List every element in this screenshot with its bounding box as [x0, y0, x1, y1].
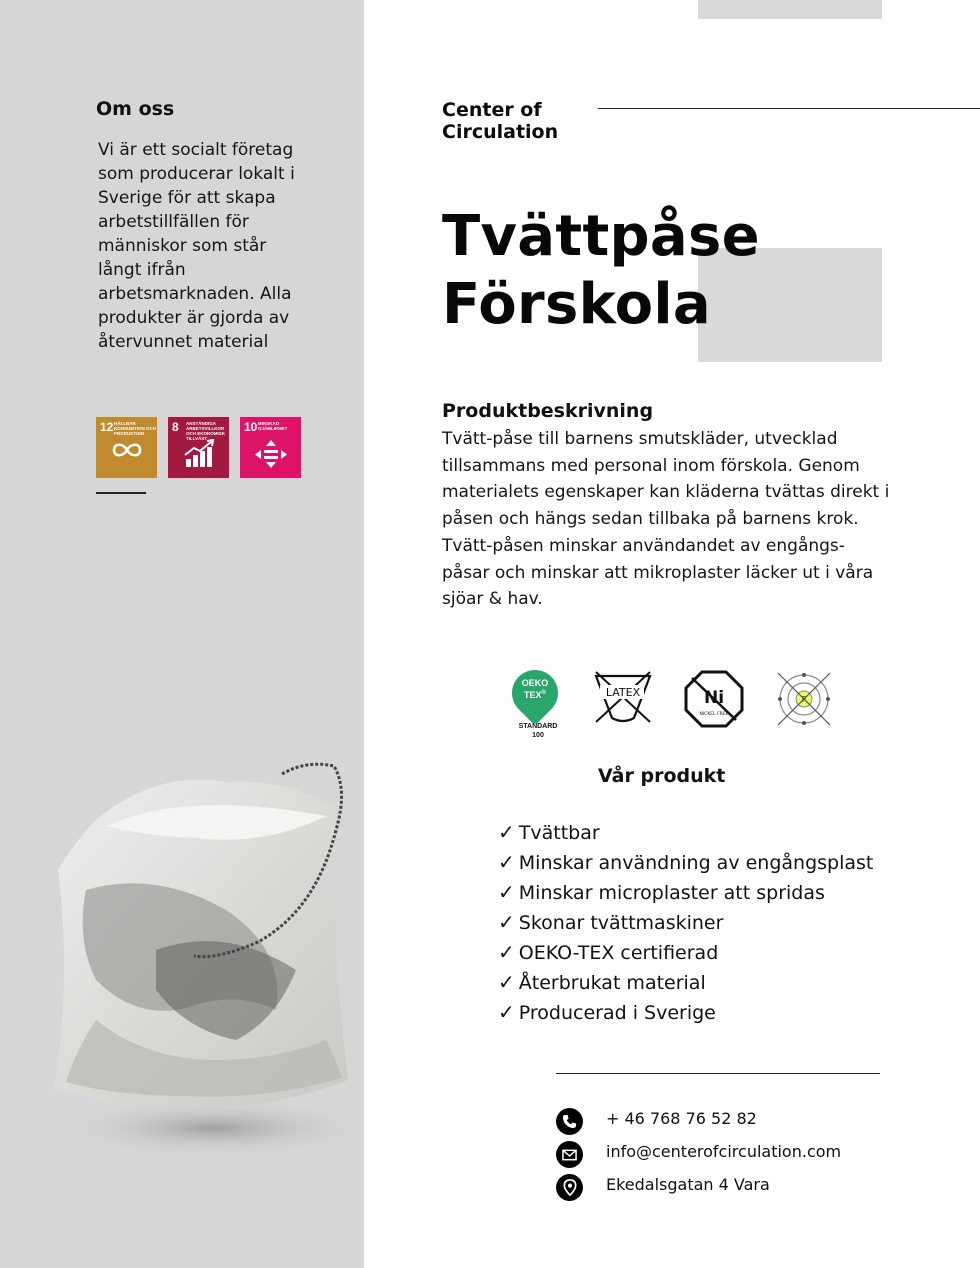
feature-item — [498, 938, 873, 968]
checkmark-icon: ✓ — [498, 880, 515, 904]
sdg-8-number: 8 — [172, 420, 179, 434]
contact-divider — [556, 1073, 880, 1074]
checkmark-icon: ✓ — [498, 820, 515, 844]
checkmark-icon: ✓ — [498, 1000, 515, 1024]
sdg-10-badge — [240, 417, 301, 478]
product-bag-image — [36, 760, 380, 1160]
checkmark-icon: ✓ — [498, 850, 515, 874]
product-heading: Vår produkt — [598, 765, 726, 787]
oeko-tex-text — [512, 678, 558, 700]
growth-chart-icon — [182, 439, 216, 469]
nickel-free-icon — [684, 670, 744, 728]
sdg-badges — [96, 417, 301, 478]
brand-divider — [598, 108, 980, 109]
contact-phone — [556, 1108, 757, 1135]
latex-label: LATEX — [605, 686, 641, 699]
about-heading: Om oss — [96, 98, 175, 120]
feature-text: OEKO-TEX certifierad — [518, 942, 719, 964]
feature-text: Återbrukat material — [518, 972, 706, 994]
feature-item — [498, 818, 873, 848]
feature-text: Minskar användning av engångsplast — [518, 852, 874, 874]
oeko-tex-reg: ® — [541, 690, 546, 696]
description-text: Tvätt-påse till barnens smutskläder, utvecklad tillsammans med personal inom förskola. Genom materialets egenskaper kan kläderna tvättas direkt i påsen och hängs sedan tillbaka på barnens krok. Tvätt-påsen minskar användandet av engångs-påsar och minskar att mikroplaster läcker ut i våra sjöar & hav. — [442, 429, 890, 610]
checkmark-icon: ✓ — [498, 910, 515, 934]
feature-item — [498, 878, 873, 908]
page-title — [442, 203, 760, 339]
sdg-12-badge — [96, 417, 157, 478]
street-address: Ekedalsgatan 4 Vara — [606, 1175, 770, 1194]
contact-email — [556, 1141, 842, 1168]
decorative-block-top — [698, 0, 882, 19]
nickel-label: Ni — [703, 688, 725, 708]
oeko-tex-logo — [502, 648, 578, 752]
radiation-free-icon — [772, 670, 836, 728]
radiation-center-label: F — [801, 695, 807, 704]
phone-icon — [556, 1108, 583, 1135]
mail-icon — [556, 1141, 583, 1168]
title-line-2: Förskola — [442, 272, 712, 337]
oeko-tex-standard-label: STANDARD — [518, 723, 558, 730]
nickel-sublabel: NICKEL FREE — [699, 712, 729, 717]
checkmark-icon: ✓ — [498, 940, 515, 964]
about-divider — [96, 492, 146, 494]
feature-list — [498, 818, 873, 1028]
sdg-8-label: ANSTÄNDIGA ARBETSVILLKOR OCH EKONOMISK TILLVÄXT — [186, 421, 226, 441]
description-heading: Produktbeskrivning — [442, 400, 654, 422]
feature-item — [498, 908, 873, 938]
feature-item — [498, 998, 873, 1028]
feature-item — [498, 968, 873, 998]
oeko-tex-standard-number: 100 — [532, 732, 544, 739]
title-line-1: Tvättpåse — [442, 204, 760, 269]
feature-text: Skonar tvättmaskiner — [518, 912, 724, 934]
about-text: Vi är ett socialt företag som producerar lokalt i Sverige för att skapa arbetstillfällen för människor som står långt ifrån arbetsmarknaden. Alla produkter är gjorda av återvunnet material — [98, 140, 295, 352]
checkmark-icon: ✓ — [498, 970, 515, 994]
phone-number[interactable]: + 46 768 76 52 82 — [606, 1109, 757, 1128]
oeko-tex-standard — [504, 722, 572, 740]
location-pin-icon — [556, 1174, 583, 1201]
infinity-icon — [110, 439, 144, 461]
sdg-12-number: 12 — [100, 420, 114, 434]
sdg-10-label: MINSKAD OJÄMLIKHET — [258, 421, 288, 431]
sdg-12-label: HÅLLBAR KONSUMTION OCH PRODUKTION — [114, 421, 156, 436]
feature-item — [498, 848, 873, 878]
brand-line-2: Circulation — [442, 121, 559, 143]
equality-arrows-icon — [254, 439, 288, 469]
feature-text: Minskar microplaster att spridas — [518, 882, 825, 904]
oeko-tex-bottom: TEX — [524, 690, 542, 700]
oeko-tex-top: OEKO — [521, 678, 549, 688]
sdg-10-number: 10 — [244, 420, 258, 434]
feature-text: Producerad i Sverige — [518, 1002, 716, 1024]
brand-line-1: Center of — [442, 99, 542, 121]
brand-name — [442, 99, 558, 143]
contact-address — [556, 1174, 770, 1201]
email-address[interactable]: info@centerofcirculation.com — [606, 1142, 842, 1161]
latex-free-icon — [590, 670, 656, 726]
sdg-8-badge — [168, 417, 229, 478]
feature-text: Tvättbar — [518, 822, 600, 844]
